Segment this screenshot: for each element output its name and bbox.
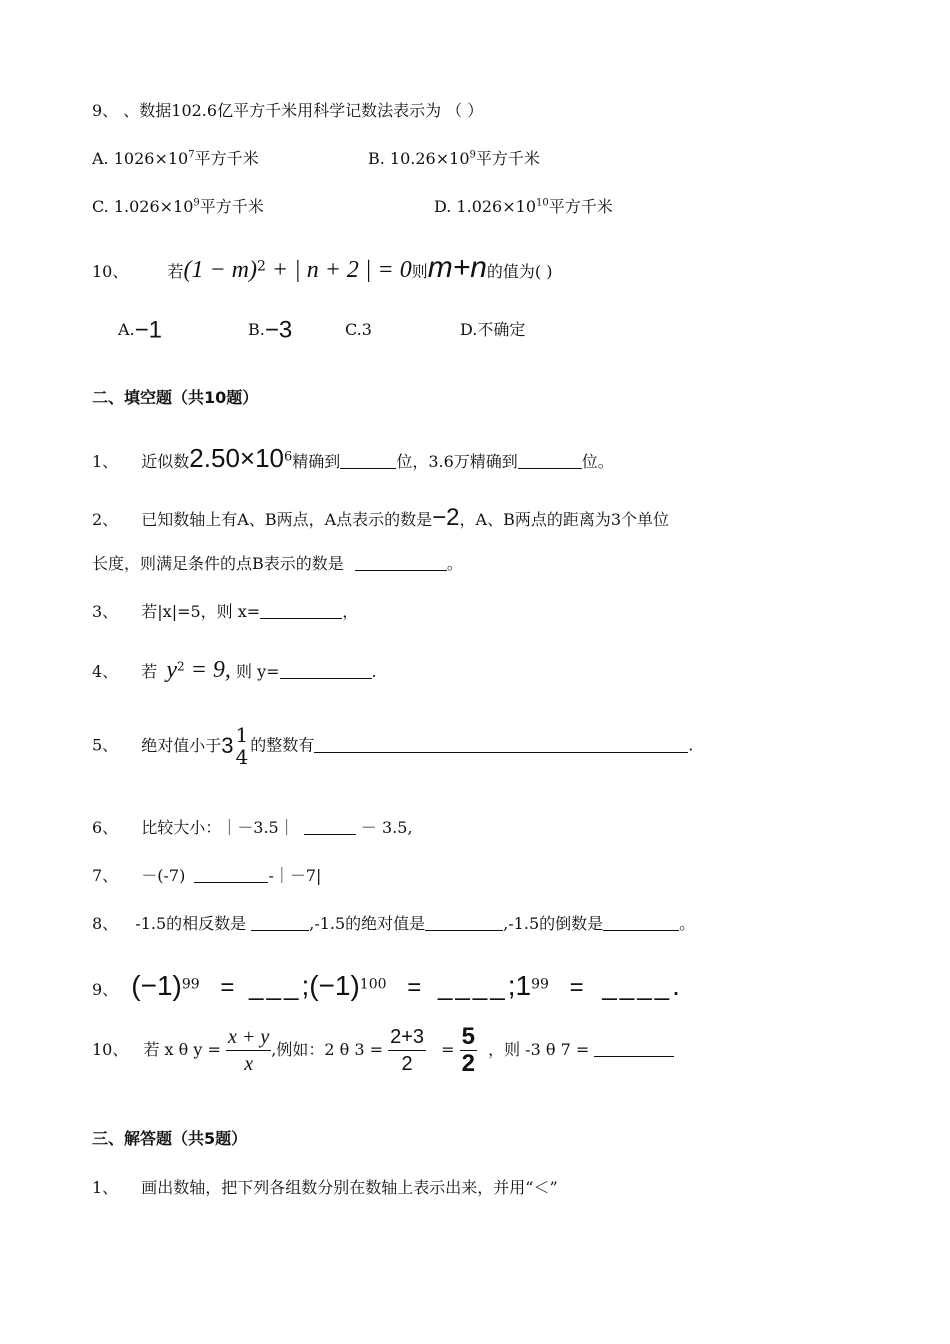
fill-9-blank-2[interactable]: ____ xyxy=(437,971,508,1001)
fill-9-number: 9、 xyxy=(92,980,119,999)
q10-if: 若 xyxy=(167,262,184,281)
q9-option-c-unit: 平方千米 xyxy=(199,197,264,216)
fill-3-blank[interactable] xyxy=(260,602,342,619)
fill-1-number: 1、 xyxy=(92,452,119,471)
solve-1-number: 1、 xyxy=(92,1178,119,1197)
fill-1-value: 2.50×10 xyxy=(189,443,285,473)
fill-2-blank[interactable] xyxy=(355,554,447,571)
q9-stem xyxy=(92,99,483,123)
fill-4-prefix: 若 xyxy=(141,662,158,681)
fill-10-fraction-result-denominator: 2 xyxy=(461,1050,475,1077)
q9-option-a-unit: 平方千米 xyxy=(194,149,259,168)
q10-option-a-label: A. xyxy=(118,320,135,339)
q9-option-a xyxy=(92,147,259,171)
fill-2-line2-text: 长度，则满足条件的点B表示的数是 xyxy=(92,554,344,573)
fill-7-blank[interactable] xyxy=(194,866,268,883)
fill-5-fraction xyxy=(234,724,251,768)
fill-1-middle: 位，3.6万精确到 xyxy=(396,452,518,471)
fill-10-fraction-example-denominator: 2 xyxy=(401,1053,413,1075)
fill-2-post: ，A、B两点的距离为3个单位 xyxy=(459,510,670,529)
fill-4-variable: y xyxy=(166,657,178,683)
fill-9-blank-3[interactable]: ____ xyxy=(602,971,673,1001)
fill-8 xyxy=(92,912,695,936)
fill-10 xyxy=(92,1024,674,1077)
fill-2-number: 2、 xyxy=(92,510,119,529)
fill-9-equals-3: = xyxy=(562,974,591,1001)
fill-4-post: 则 y= xyxy=(235,662,280,681)
fill-9-end: . xyxy=(672,970,680,1001)
fill-2-end: 。 xyxy=(446,554,463,573)
q9-option-d-text: D. 1.026×10 xyxy=(434,197,536,216)
q10-number: 10、 xyxy=(92,262,129,281)
fill-4-equation: = 9, xyxy=(184,657,231,683)
fill-6-blank[interactable] xyxy=(304,818,356,835)
fill-9-semicolon-1: ; xyxy=(301,970,310,1001)
fill-9-expr-2-exponent: 100 xyxy=(359,976,387,993)
fill-10-post: ，则 -3 θ 7 = xyxy=(488,1040,590,1059)
q10-expr-mn: m+n xyxy=(427,251,487,284)
fill-9-expr-2: (−1) xyxy=(309,970,360,1001)
section3-title: 三、解答题（共5题） xyxy=(92,1129,248,1148)
fill-10-fraction-result-numerator: 5 xyxy=(461,1023,475,1050)
fill-7-number: 7、 xyxy=(92,866,119,885)
fill-3-end: ， xyxy=(342,602,359,621)
fill-4-end: . xyxy=(371,662,377,681)
solve-1-text: 画出数轴，把下列各组数分别在数轴上表示出来，并用“＜” xyxy=(141,1178,558,1197)
section2-title: 二、填空题（共10题） xyxy=(92,388,259,407)
q10-option-c-text: C.3 xyxy=(345,320,372,339)
q10-option-a xyxy=(118,318,162,343)
fill-9-expr-1: (−1) xyxy=(131,970,182,1001)
fill-9-blank-1[interactable]: ___ xyxy=(249,971,302,1001)
fill-8-opposite: -1.5的相反数是 xyxy=(135,914,247,933)
fill-5-end: . xyxy=(688,735,694,755)
q10-expr-exponent: 2 xyxy=(257,258,266,275)
fill-5-prefix: 绝对值小于 xyxy=(141,735,222,755)
fill-9-expr-3: 1 xyxy=(515,970,532,1001)
fill-10-blank[interactable] xyxy=(594,1040,674,1057)
fill-9 xyxy=(92,966,680,1010)
fill-4-exponent: 2 xyxy=(177,659,185,674)
fill-5-whole: 3 xyxy=(221,733,234,758)
q10-option-c xyxy=(345,318,372,342)
fill-10-fraction-def-numerator: x + y xyxy=(226,1024,271,1051)
fill-8-absolute: ,-1.5的绝对值是 xyxy=(309,914,426,933)
q10-option-b-label: B. xyxy=(248,320,265,339)
fill-1-precise: 精确到 xyxy=(292,452,341,471)
fill-6-text: 比较大小：｜－3.5｜ xyxy=(141,818,295,837)
q10-expr-square: (1 − m) xyxy=(183,257,257,283)
fill-1-blank-1[interactable] xyxy=(340,452,396,469)
fill-5-fraction-denominator: 4 xyxy=(235,745,249,769)
fill-9-equals-2: = xyxy=(400,974,428,1001)
fill-1-prefix: 近似数 xyxy=(141,452,190,471)
q9-option-c-exponent: 9 xyxy=(193,197,200,209)
q10-option-a-value: −1 xyxy=(134,316,163,344)
fill-9-expr-1-exponent: 99 xyxy=(181,976,200,993)
fill-5-fraction-numerator: 1 xyxy=(235,723,249,747)
fill-2-line2 xyxy=(92,552,463,576)
fill-1 xyxy=(92,443,614,474)
q9-option-a-text: A. 1026×10 xyxy=(92,149,189,168)
q9-option-a-exponent: 7 xyxy=(188,149,195,161)
fill-8-blank-3[interactable] xyxy=(603,914,679,931)
fill-2-value: −2 xyxy=(432,504,460,531)
q9-option-b-unit: 平方千米 xyxy=(475,149,540,168)
q9-text: 9、 、数据102.6亿平方千米用科学记数法表示为 （ ） xyxy=(92,101,484,120)
fill-9-expr-3-exponent: 99 xyxy=(531,976,549,993)
fill-10-fraction-def-denominator: x xyxy=(244,1053,254,1075)
fill-10-fraction-example xyxy=(388,1024,426,1077)
q9-option-b-text: B. 10.26×10 xyxy=(368,149,470,168)
fill-10-equals: = xyxy=(441,1040,455,1059)
fill-8-blank-1[interactable] xyxy=(251,914,309,931)
fill-7-text: －(-7) xyxy=(141,866,186,885)
fill-1-exponent: 6 xyxy=(284,449,293,465)
fill-10-fraction-result xyxy=(460,1024,477,1077)
fill-3-text: 若|x|=5，则 x= xyxy=(141,602,261,621)
fill-4-blank[interactable] xyxy=(280,662,372,679)
q10-option-d-text: D.不确定 xyxy=(460,320,526,339)
fill-5 xyxy=(92,724,693,768)
q10-stem xyxy=(92,251,553,284)
q9-option-c-text: C. 1.026×10 xyxy=(92,197,194,216)
q9-option-d-unit: 平方千米 xyxy=(548,197,613,216)
fill-6-end: － 3.5, xyxy=(360,818,413,837)
fill-5-post: 的整数有 xyxy=(250,735,315,755)
solve-1 xyxy=(92,1176,558,1200)
fill-4 xyxy=(92,658,377,684)
q9-option-c xyxy=(92,195,264,219)
fill-9-equals-1: = xyxy=(213,974,242,1001)
fill-9-semicolon-2: ; xyxy=(507,970,516,1001)
fill-10-prefix: 若 x θ y = xyxy=(143,1040,221,1059)
fill-8-reciprocal: ,-1.5的倒数是 xyxy=(503,914,604,933)
fill-1-blank-2[interactable] xyxy=(518,452,582,469)
fill-10-example: ,例如：2 θ 3 = xyxy=(271,1040,384,1059)
fill-8-number: 8、 xyxy=(92,914,119,933)
fill-5-blank[interactable] xyxy=(314,736,688,753)
fill-8-end: 。 xyxy=(679,914,696,933)
fill-1-end: 位。 xyxy=(581,452,614,471)
fill-10-fraction-example-numerator: 2+3 xyxy=(388,1024,426,1051)
fill-10-fraction-def xyxy=(226,1024,271,1077)
q10-option-d xyxy=(460,318,525,342)
fill-6 xyxy=(92,816,413,840)
q10-option-b xyxy=(248,318,292,343)
fill-7-end: -｜－7| xyxy=(268,866,322,885)
fill-3-number: 3、 xyxy=(92,602,119,621)
q10-expr-abs: + | n + 2 | = 0 xyxy=(265,257,412,283)
q10-then: 则 xyxy=(411,262,428,281)
q9-option-d xyxy=(434,195,613,219)
fill-2-prefix: 已知数轴上有A、B两点，A点表示的数是 xyxy=(141,510,433,529)
q10-tail: 的值为( ) xyxy=(486,262,553,281)
fill-3 xyxy=(92,600,358,624)
fill-4-number: 4、 xyxy=(92,662,119,681)
fill-8-blank-2[interactable] xyxy=(425,914,503,931)
fill-5-number: 5、 xyxy=(92,735,119,755)
q10-option-b-value: −3 xyxy=(264,316,293,344)
fill-6-number: 6、 xyxy=(92,818,119,837)
q9-option-b-exponent: 9 xyxy=(469,149,476,161)
q9-option-d-exponent: 10 xyxy=(536,197,549,209)
fill-2 xyxy=(92,506,669,532)
q9-option-b xyxy=(368,147,540,171)
fill-7 xyxy=(92,864,321,888)
fill-10-number: 10、 xyxy=(92,1040,129,1059)
